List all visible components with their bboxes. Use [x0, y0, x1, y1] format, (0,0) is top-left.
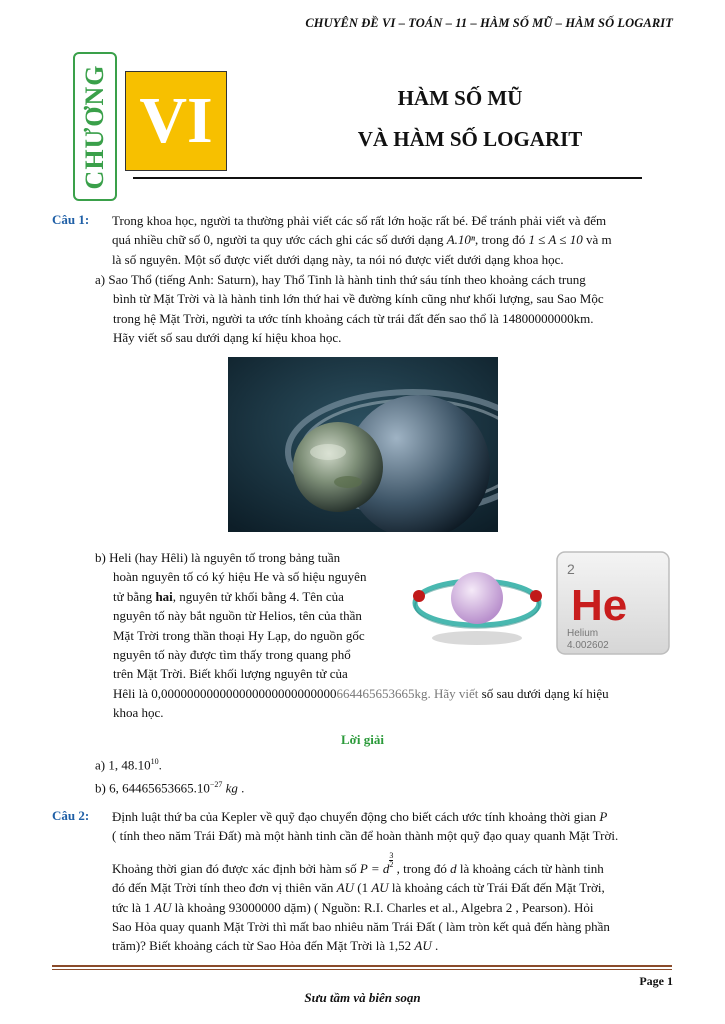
text-line: ( tính theo năm Trái Đất) mà một hành tinh cần để hoàn thành một quỹ đạo quay quanh Mặt Trời.: [112, 828, 619, 844]
text-line: a) Sao Thổ (tiếng Anh: Saturn), hay Thổ Tinh là hành tinh thứ sáu tính theo khoảng cách trung: [95, 272, 586, 287]
text-line: bình từ Mặt Trời và là hành tinh lớn thứ hai về đường kính cũng như khối lượng, sau Sao Mộc: [113, 291, 604, 307]
text-line: b) Heli (hay Hêli) là nguyên tố trong bảng tuần: [95, 550, 341, 565]
title-divider: [133, 177, 642, 179]
solution-b: b) 6, $64465653665.10^{-27}$ kg .: [95, 780, 245, 796]
text-line: trên Mặt Trời. Biết khối lượng nguyên tử của: [113, 666, 348, 682]
question-2-label: Câu 2:: [52, 808, 90, 823]
chapter-title-line1: HÀM SỐ MŨ: [397, 86, 523, 110]
question-1-intro: [112, 211, 677, 269]
element-mass: 4.002602: [567, 640, 609, 651]
text-line: Hêli là 0,000000000000000000000000000664465653665kg. Hãy viết số sau dưới dạng kí hiệu: [113, 685, 609, 701]
chapter-title-line2: VÀ HÀM SỐ LOGARIT: [357, 127, 583, 151]
chapter-number: VI: [125, 71, 227, 171]
text-line: Định luật thứ ba của Kepler về quỹ đạo chuyển động cho biết cách ước tính khoảng thời gian P: [112, 809, 608, 824]
text-line: đó đến Mặt Trời tính theo đơn vị thiên văn AU (1 AU là khoảng cách từ Trái Đất đến Mặt Trời,: [112, 880, 605, 896]
text-line: trong hệ Mặt Trời, người ta ước tính khoảng cách từ trái đất đến sao thổ là 14800000000km.: [113, 310, 594, 326]
footer-credit: Sưu tầm và biên soạn: [304, 990, 421, 1005]
question-2-text: [112, 807, 677, 956]
helium-illustration: [405, 548, 670, 670]
text-line: Mặt Trời trong thần thoại Hy Lạp, do nguồn gốc: [113, 627, 365, 643]
text-line: tử bằng hai, nguyên tử khối bằng 4. Tên của: [113, 588, 344, 604]
question-1-label: Câu 1:: [52, 212, 90, 227]
chapter-label-box: [73, 52, 117, 201]
footer-divider-thin: [52, 969, 672, 970]
element-symbol: He: [571, 581, 628, 630]
text-line: nguyên tố này được tìm thấy trong quang phổ: [113, 647, 351, 663]
running-header: CHUYÊN ĐỀ VI – TOÁN – 11 – HÀM SỐ MŨ – HÀM SỐ LOGARIT: [305, 16, 673, 30]
page-number: Page 1: [639, 974, 673, 988]
text-line: là số nguyên. Một số được viết dưới dạng này, ta nói nó được viết dưới dạng khoa học.: [112, 251, 564, 267]
text-line: khoa học.: [113, 705, 164, 721]
text-line: Khoảng thời gian đó được xác định bởi hàm số P = d $\frac{3}{2}$ , trong đó d là khoảng cách từ hành tinh: [112, 850, 604, 876]
text-line: Trong khoa học, người ta thường phải viết các số rất lớn hoặc rất bé. Để tránh phải viết và đếm: [112, 213, 607, 228]
text-line: hoàn nguyên tố có ký hiệu He và số hiệu nguyên: [113, 569, 367, 585]
text-line: Hãy viết số sau dưới dạng kí hiệu khoa học.: [113, 330, 342, 346]
text-line: Sao Hỏa quay quanh Mặt Trời thì mất bao nhiêu năm Trái Đất ( làm tròn kết quả đến hàng phần: [112, 919, 610, 935]
text-line: nguyên tố này bắt nguồn từ Helios, tên của thần: [113, 608, 362, 624]
solution-title: Lời giải: [341, 732, 384, 747]
element-number: 2: [567, 561, 575, 577]
text-line: quá nhiều chữ số 0, người ta quy ước cách ghi các số dưới dạng A.10ⁿ, trong đó 1 ≤ A ≤ 10 và m: [112, 232, 612, 248]
solution-a: a) 1, 48.10$^{10}$.: [95, 757, 162, 773]
element-name: Helium: [567, 628, 599, 639]
saturn-illustration: [228, 357, 498, 532]
text-line: tức là 1 AU là khoảng 93000000 dặm) ( Nguồn: R.I. Charles et al., Algebra 2 , Pearson). Hỏi: [112, 899, 594, 915]
text-line: trăm)? Biết khoảng cách từ Sao Hỏa đến Mặt Trời là 1,52 AU .: [112, 938, 439, 954]
chapter-label: CHƯƠNG: [80, 64, 109, 189]
question-1a: [95, 270, 675, 348]
footer-divider: [52, 965, 672, 967]
